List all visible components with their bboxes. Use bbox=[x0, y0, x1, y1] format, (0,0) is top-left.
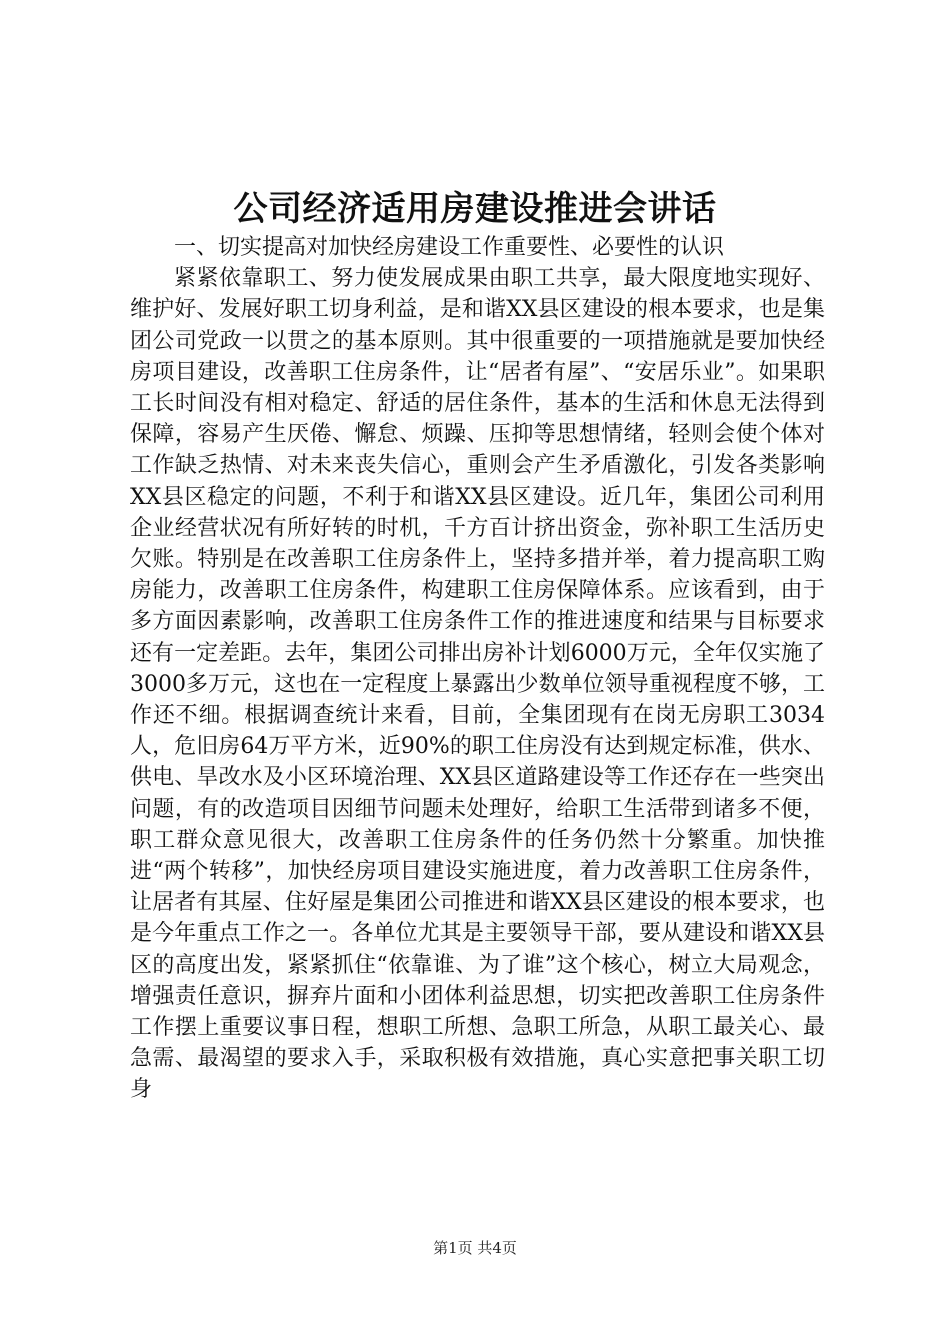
body-paragraph: 紧紧依靠职工、努力使发展成果由职工共享，最大限度地实现好、维护好、发展好职工切身利益，是和谐XX县区建设的根本要求，也是集团公司党政一以贯之的基本原则。其中很重要的一项措施就是要加快经房项目建设，改善职工住房条件，让“居者有屋”、“安居乐业”。如果职工长时间没有相对稳定、舒适的居住条件，基本的生活和休息无法得到保障，容易产生厌倦、懈怠、烦躁、压抑等思想情绪，轻则会使个体对工作缺乏热情、对未来丧失信心，重则会产生矛盾激化，引发各类影响XX县区稳定的问题，不利于和谐XX县区建设。近几年，集团公司利用企业经营状况有所好转的时机，千方百计挤出资金，弥补职工生活历史欠账。特别是在改善职工住房条件上，坚持多措并举，着力提高职工购房能力，改善职工住房条件，构建职工住房保障体系。应该看到，由于多方面因素影响，改善职工住房条件工作的推进速度和结果与目标要求还有一定差距。去年，集团公司排出房补计划6000万元，全年仅实施了3000多万元，这也在一定程度上暴露出少数单位领导重视程度不够，工作还不细。根据调查统计来看，目前，全集团现有在岗无房职工3034人，危旧房64万平方米，近90%的职工住房没有达到规定标准，供水、供电、旱改水及小区环境治理、XX县区道路建设等工作还存在一些突出问题，有的改造项目因细节问题未处理好，给职工生活带到诸多不便，职工群众意见很大，改善职工住房条件的任务仍然十分繁重。加快推进“两个转移”，加快经房项目建设实施进度，着力改善职工住房条件，让居者有其屋、住好屋是集团公司推进和谐XX县区建设的根本要求，也是今年重点工作之一。各单位尤其是主要领导干部，要从建设和谐XX县区的高度出发，紧紧抓住“依靠谁、为了谁”这个核心，树立大局观念，增强责任意识，摒弃片面和小团体利益思想，切实把改善职工住房条件工作摆上重要议事日程，想职工所想、急职工所急，从职工最关心、最急需、最渴望的要求入手，采取积极有效措施，真心实意把事关职工切身 bbox=[130, 266, 825, 1103]
document-title: 公司经济适用房建设推进会讲话 bbox=[233, 189, 717, 229]
section-heading: 一、切实提高对加快经房建设工作重要性、必要性的认识 bbox=[174, 235, 725, 260]
document-body bbox=[130, 232, 825, 1106]
page-footer: 第1页 共4页 bbox=[433, 1239, 517, 1257]
